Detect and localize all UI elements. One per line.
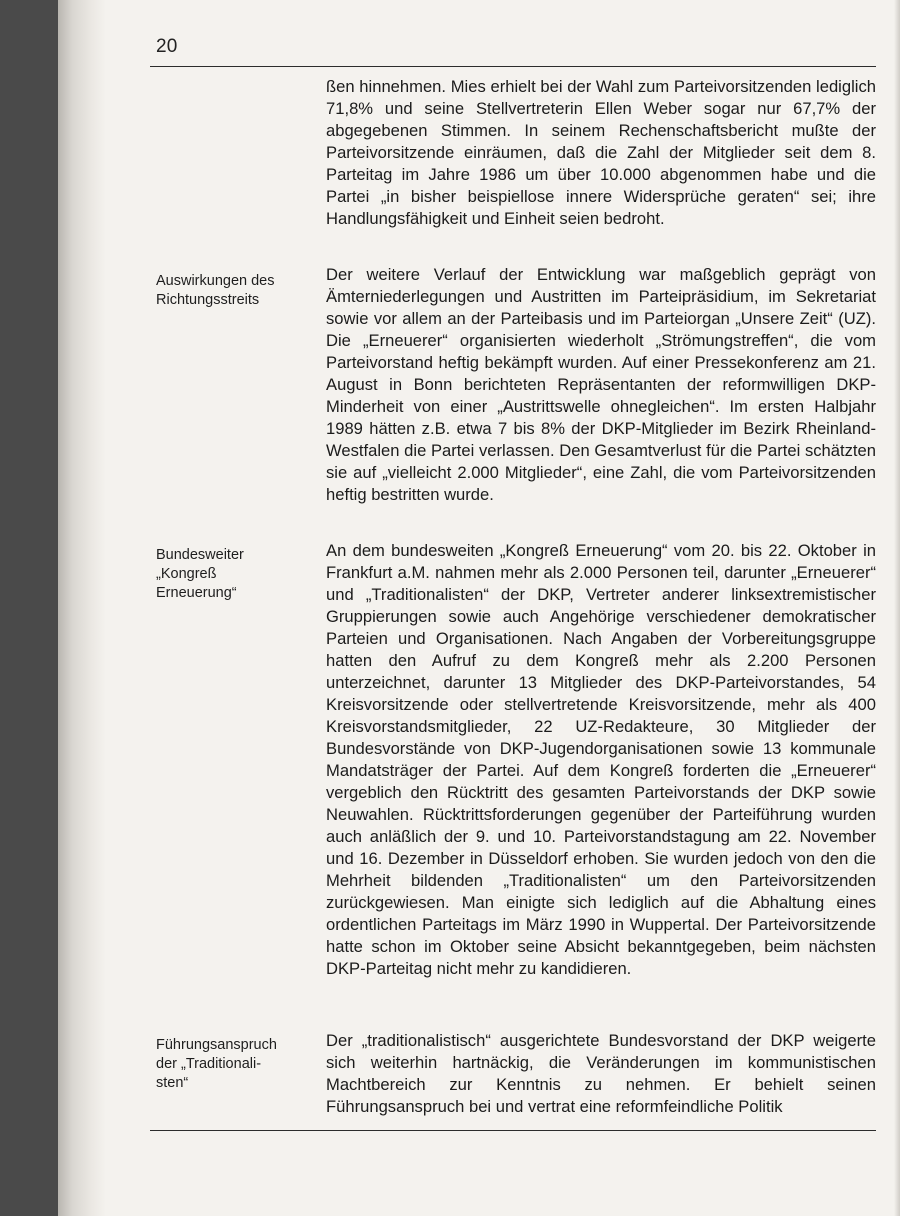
margin-note-fuehrungsanspruch: Führungsanspruch der „Traditionali- sten“: [156, 1037, 277, 1091]
paragraph-3: An dem bundesweiten „Kongreß Erneuerung“ vom 20. bis 22. Oktober in Frankfurt a.M. nahmen mehr als 2.000 Personen teil, darunter „Erneuerer“ und „Traditionalisten“ der DKP, Vertreter anderer linksextremistischer Gruppierungen sowie auch Angehörige verschiedener demokratischer Parteien und Organisationen. Nach Angaben der Vorbereitungsgruppe hatten den Aufruf zu dem Kongreß mehr als 2.200 Personen unterzeichnet, darunter 13 Mitglieder des DKP-Parteivorstandes, 54 Kreisvorsitzende oder stellvertretende Kreisvorsitzende, mehr als 400 Kreisvorstandsmitglieder, 22 UZ-Redakteure, 30 Mitglieder der Bundesvorstände von DKP-Jugendorganisationen sowie 13 kommunale Mandatsträger der Partei. Auf dem Kongreß forderten die „Erneuerer“ vergeblich den Rücktritt des gesamten Parteivorstands der DKP sowie Neuwahlen. Rücktrittsforderungen gegenüber der Parteiführung wurden auch anläßlich der 9. und 10. Parteivorstandstagung am 22. November und 16. Dezember in Düsseldorf erhoben. Sie wurden jedoch von den die Mehrheit bildenden „Traditionalisten“ um den Parteivorsitzenden zurückgewiesen. Man einigte sich lediglich auf die Abhaltung eines ordentlichen Parteitags im März 1990 in Wuppertal. Der Parteivorsitzende hatte schon im Oktober seine Absicht bekanntgegeben, beim nächsten DKP-Parteitag nicht mehr zu kandidieren.: [326, 541, 876, 978]
margin-note-kongress: Bundesweiter „Kongreß Erneuerung“: [156, 547, 244, 601]
page-number: 20: [156, 36, 178, 57]
footer-rule: [150, 1130, 876, 1131]
book-spine-shadow: [58, 0, 106, 1216]
document-page: [58, 0, 900, 1216]
paragraph-2: Der weitere Verlauf der Entwicklung war maßgeblich geprägt von Ämterniederlegungen und Austritten im Parteipräsidium, im Sekretariat sowie vor allem an der Parteibasis und im Parteiorgan „Unsere Zeit“ (UZ). Die „Erneuerer“ organisierten wiederholt „Strömungstreffen“, die vom Parteivorstand heftig bekämpft wurden. Auf einer Pressekonferenz am 21. August in Bonn berichteten Repräsentanten der reformwilligen DKP-Minderheit von einer „Austrittswelle ohnegleichen“. Im ersten Halbjahr 1989 hätten z.B. etwa 7 bis 8% der DKP-Mitglieder im Bezirk Rheinland-Westfalen die Partei verlassen. Den Gesamtverlust für die Partei schätzten sie auf „vielleicht 2.000 Mitglieder“, eine Zahl, die vom Parteivorsitzenden heftig bestritten wurde.: [326, 265, 876, 504]
page-edge: [894, 0, 900, 1216]
margin-note-richtungsstreit: Auswirkungen des Richtungsstreits: [156, 273, 275, 308]
paragraph-4: Der „traditionalistisch“ ausgerichtete Bundesvorstand der DKP weigerte sich weiterhin hartnäckig, die Veränderungen im kommunistischen Machtbereich zur Kenntnis zu nehmen. Er behielt seinen Führungsanspruch bei und vertrat eine reformfeindliche Politik: [326, 1031, 876, 1116]
paragraph-1: ßen hinnehmen. Mies erhielt bei der Wahl zum Parteivorsitzenden lediglich 71,8% und seine Stellvertreterin Ellen Weber sogar nur 67,7% der abgegebenen Stimmen. In seinem Rechenschaftsbericht mußte der Parteivorsitzende einräumen, daß die Zahl der Mitglieder seit dem 8. Parteitag im Jahre 1986 um über 10.000 abgenommen habe und die Partei „in bisher beispiellose innere Widersprüche geraten“ sei; ihre Handlungsfähigkeit und Einheit seien bedroht.: [326, 77, 876, 228]
header-rule: [150, 66, 876, 67]
